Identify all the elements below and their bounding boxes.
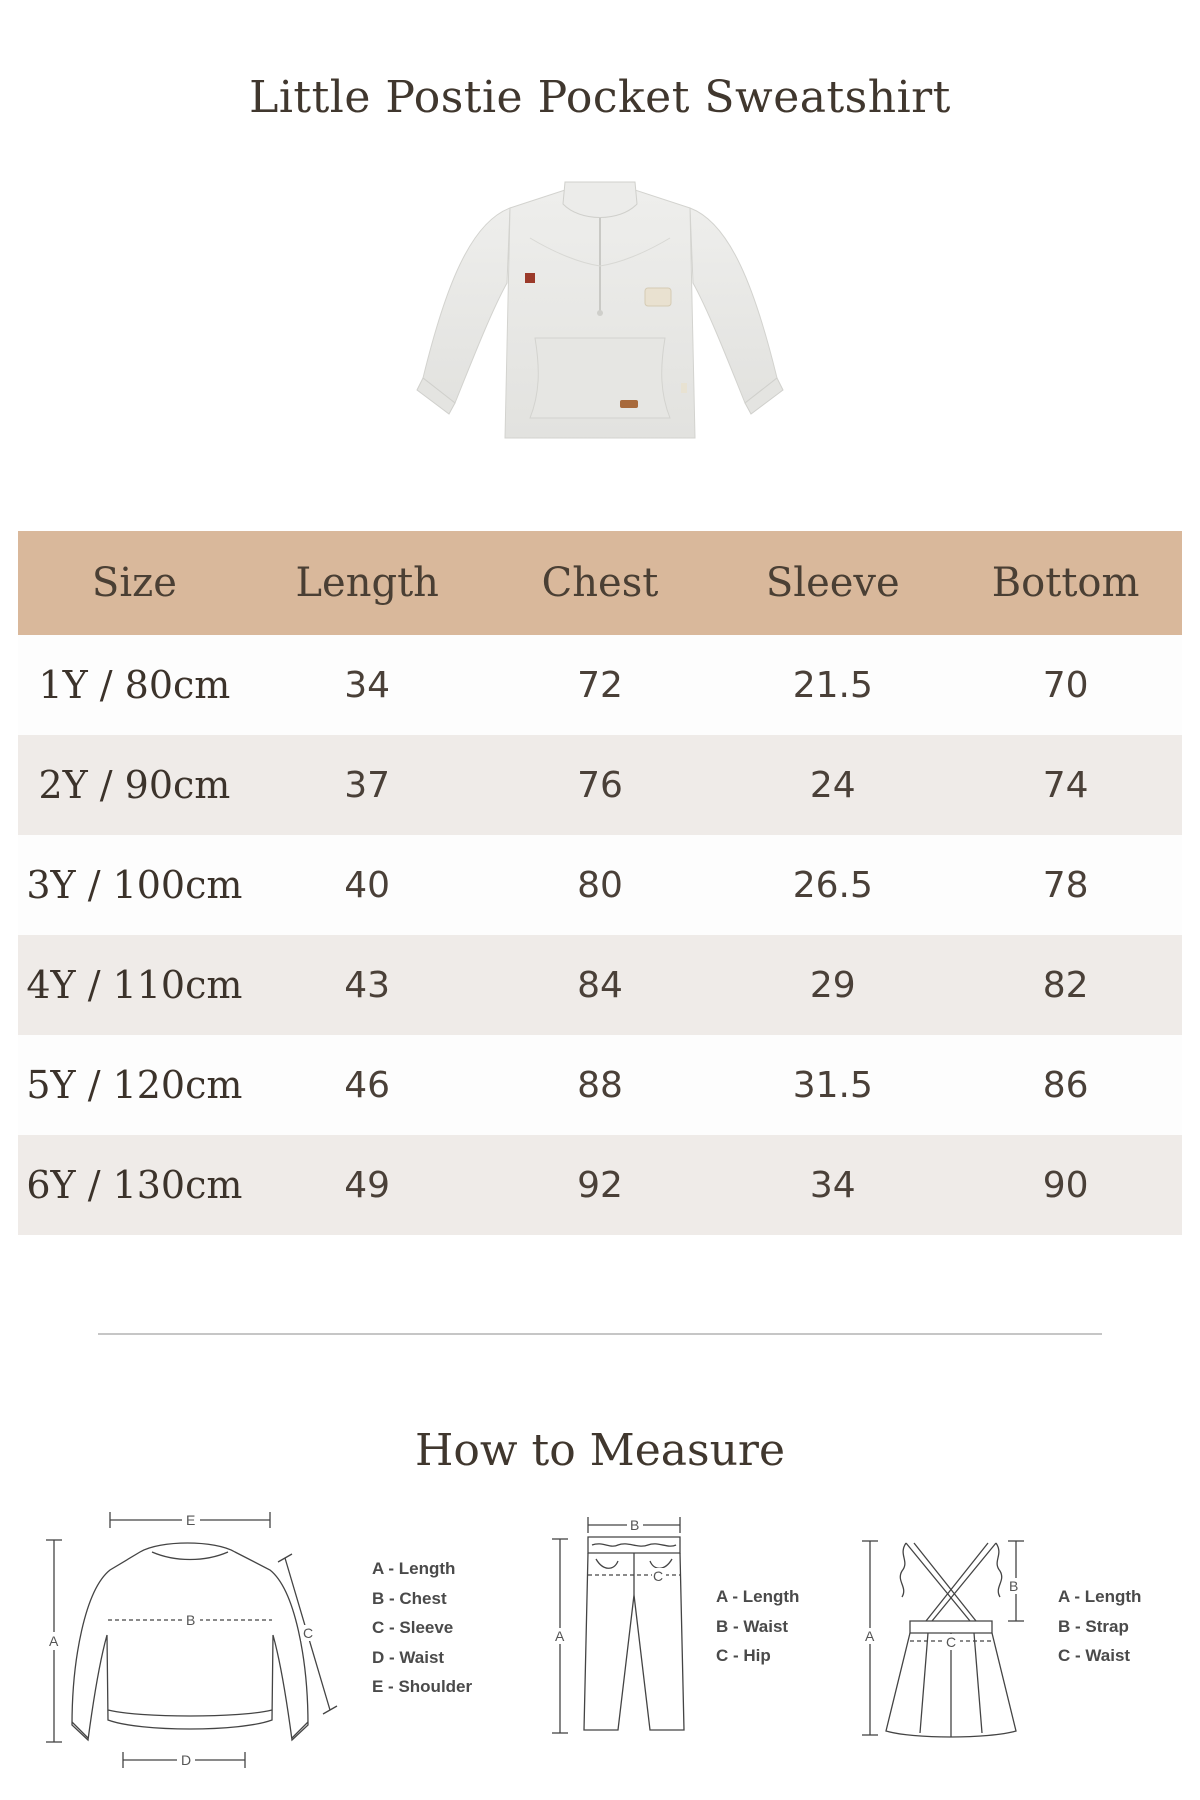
marker-c: C	[303, 1625, 314, 1641]
header-sleeve: Sleeve	[716, 531, 949, 635]
legend-item: C - Hip	[716, 1646, 771, 1665]
sleeve-cell: 31.5	[716, 1035, 949, 1135]
bottom-cell: 70	[949, 635, 1182, 735]
size-cell: 5Y / 120cm	[18, 1035, 251, 1135]
legend-item: D - Waist	[372, 1647, 445, 1667]
marker-a: A	[555, 1628, 565, 1644]
legend-item: A - Length	[1058, 1587, 1142, 1606]
how-to-measure-title: How to Measure	[415, 1425, 785, 1476]
header-length: Length	[251, 531, 484, 635]
legend-item: C - Sleeve	[372, 1618, 454, 1637]
bottom-cell: 86	[949, 1035, 1182, 1135]
sweatshirt-measure-diagram	[40, 1510, 340, 1780]
sleeve-cell: 21.5	[716, 635, 949, 735]
chest-cell: 76	[484, 735, 717, 835]
legend-item: C - Waist	[1058, 1646, 1131, 1665]
legend-item: B - Waist	[716, 1616, 789, 1636]
header-size: Size	[18, 531, 251, 635]
header-bottom: Bottom	[949, 531, 1182, 635]
pants-legend	[716, 1582, 799, 1671]
legend-item: A - Length	[716, 1587, 800, 1606]
marker-b: B	[630, 1517, 640, 1533]
table-header-row	[18, 531, 1182, 635]
marker-c: C	[653, 1568, 664, 1584]
bottom-cell: 82	[949, 935, 1182, 1035]
table-row	[18, 1135, 1182, 1235]
sleeve-cell: 24	[716, 735, 949, 835]
sleeve-cell: 29	[716, 935, 949, 1035]
sleeve-cell: 26.5	[716, 835, 949, 935]
length-cell: 34	[251, 635, 484, 735]
table-row	[18, 935, 1182, 1035]
legend-item: B - Strap	[1058, 1616, 1129, 1636]
bottom-cell: 74	[949, 735, 1182, 835]
skirt-legend	[1058, 1582, 1141, 1671]
bottom-cell: 78	[949, 835, 1182, 935]
table-row	[18, 835, 1182, 935]
size-cell: 3Y / 100cm	[18, 835, 251, 935]
section-divider	[98, 1333, 1102, 1335]
length-cell: 49	[251, 1135, 484, 1235]
header-chest: Chest	[484, 531, 717, 635]
legend-item: E - Shoulder	[372, 1677, 473, 1696]
marker-b: B	[1009, 1578, 1019, 1594]
table-row	[18, 735, 1182, 835]
size-cell: 6Y / 130cm	[18, 1135, 251, 1235]
table-row	[18, 635, 1182, 735]
length-cell: 43	[251, 935, 484, 1035]
chest-cell: 84	[484, 935, 717, 1035]
size-cell: 1Y / 80cm	[18, 635, 251, 735]
chest-cell: 72	[484, 635, 717, 735]
marker-a: A	[865, 1628, 875, 1644]
bottom-cell: 90	[949, 1135, 1182, 1235]
sleeve-cell: 34	[716, 1135, 949, 1235]
marker-a: A	[49, 1633, 59, 1649]
length-cell: 37	[251, 735, 484, 835]
sweatshirt-product-image	[415, 178, 785, 448]
chest-cell: 92	[484, 1135, 717, 1235]
length-cell: 46	[251, 1035, 484, 1135]
chest-cell: 88	[484, 1035, 717, 1135]
chest-cell: 80	[484, 835, 717, 935]
marker-d: D	[181, 1752, 192, 1768]
marker-e: E	[186, 1512, 196, 1528]
legend-item: A - Length	[372, 1559, 456, 1578]
size-cell: 2Y / 90cm	[18, 735, 251, 835]
length-cell: 40	[251, 835, 484, 935]
size-cell: 4Y / 110cm	[18, 935, 251, 1035]
pants-measure-diagram	[548, 1515, 698, 1740]
legend-item: B - Chest	[372, 1588, 447, 1608]
page-title: Little Postie Pocket Sweatshirt	[249, 72, 951, 123]
size-chart-table	[18, 531, 1182, 1235]
sweatshirt-legend	[372, 1554, 472, 1702]
marker-b: B	[186, 1612, 196, 1628]
marker-c: C	[946, 1634, 957, 1650]
table-row	[18, 1035, 1182, 1135]
skirt-measure-diagram	[858, 1535, 1028, 1740]
